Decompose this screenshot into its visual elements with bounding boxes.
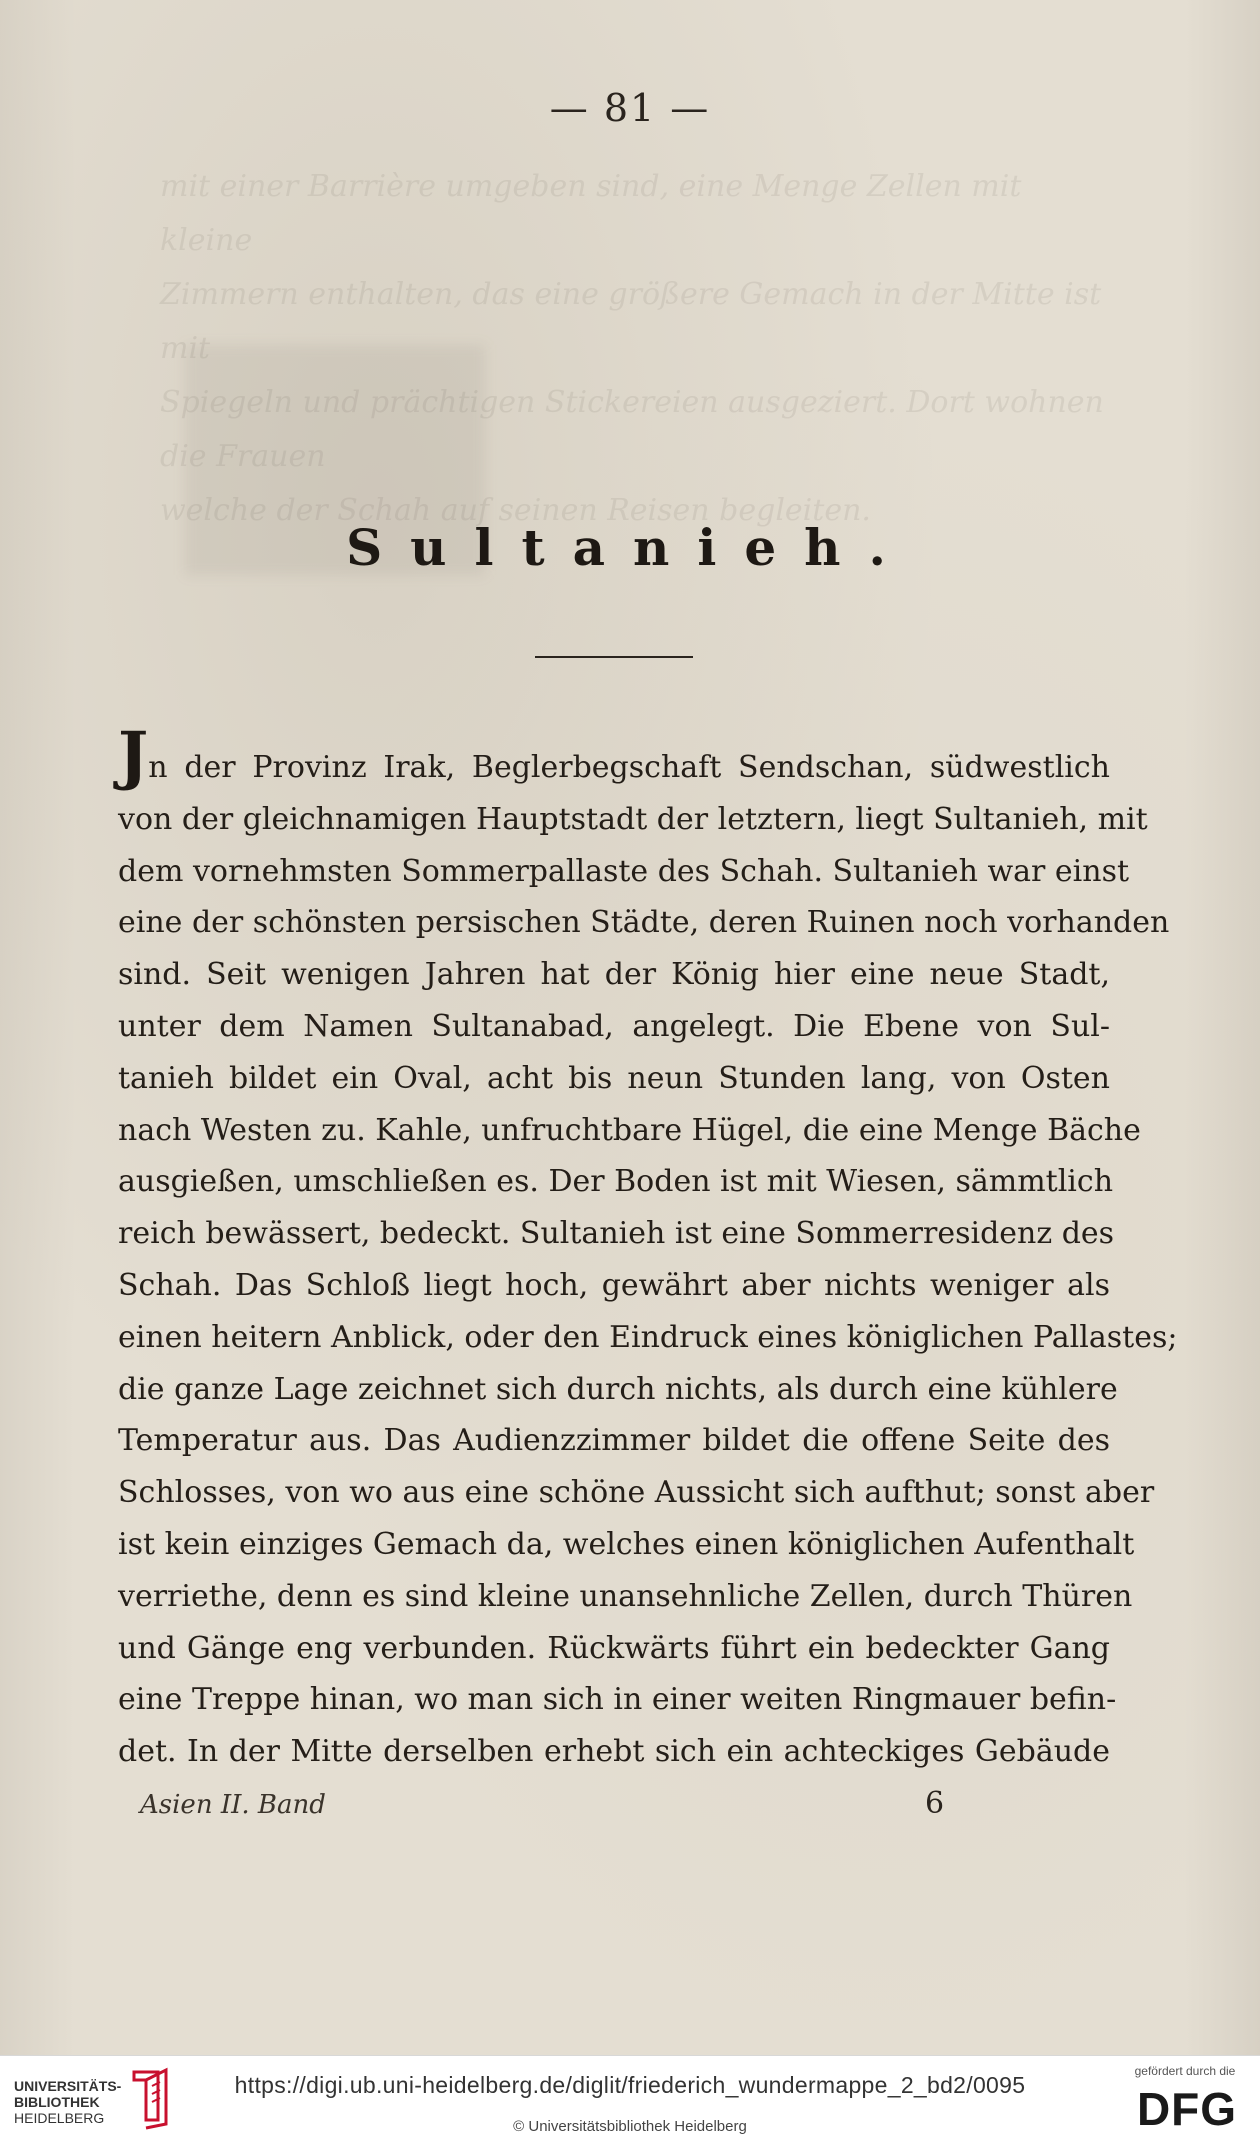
- body-line: ist kein einziges Gemach da, welches einen königlichen Aufenthalt: [118, 1526, 1135, 1562]
- body-line: Schlosses, von wo aus eine schöne Aussicht sich aufthut; sonst aber: [118, 1475, 1155, 1511]
- body-line-0-text: n der Provinz Irak, Beglerbegschaft Sendschan, südwestlich: [148, 750, 1110, 785]
- body-line: ausgießen, umschließen es. Der Boden ist mit Wiesen, sämmtlich: [118, 1164, 1114, 1200]
- body-line: von der gleichnamigen Hauptstadt der letztern, liegt Sultanieh, mit: [118, 801, 1148, 837]
- body-line: unter dem Namen Sultanabad, angelegt. Die Ebene von Sul-: [118, 1008, 1110, 1044]
- page-number: — 81 —: [549, 86, 711, 130]
- logo-line-2: BIBLIOTHEK: [14, 2094, 100, 2110]
- signature-mark: Asien II. Band: [140, 1790, 326, 1820]
- body-line: Temperatur aus. Das Audienzzimmer bildet die offene Seite des: [118, 1423, 1110, 1459]
- dfg-logo[interactable]: DFG: [1136, 2083, 1238, 2135]
- body-line: nach Westen zu. Kahle, unfruchtbare Hügel, die eine Menge Bäche: [118, 1112, 1141, 1148]
- body-line: einen heitern Anblick, oder den Eindruck eines königlichen Pallastes;: [118, 1319, 1178, 1355]
- title-divider: [535, 656, 693, 658]
- sponsor-label: gefördert durch die: [1134, 2064, 1236, 2078]
- body-line: verriethe, denn es sind kleine unansehnliche Zellen, durch Thüren: [118, 1578, 1133, 1614]
- body-line: tanieh bildet ein Oval, acht bis neun Stunden lang, von Osten: [118, 1060, 1110, 1096]
- body-line: dem vornehmsten Sommerpallaste des Schah. Sultanieh war einst: [118, 853, 1130, 889]
- body-line: eine der schönsten persischen Städte, deren Ruinen noch vorhanden: [118, 905, 1170, 941]
- logo-line-1: UNIVERSITÄTS-: [14, 2078, 122, 2094]
- body-line: sind. Seit wenigen Jahren hat der König hier eine neue Stadt,: [118, 957, 1110, 993]
- body-line: die ganze Lage zeichnet sich durch nichts, als durch eine kühlere: [118, 1371, 1118, 1407]
- drop-cap: J: [118, 718, 149, 793]
- chapter-title: Sultanieh.: [346, 518, 914, 577]
- body-text: [118, 718, 1178, 1778]
- body-line: Schah. Das Schloß liegt hoch, gewährt aber nichts weniger als: [118, 1267, 1110, 1303]
- bleed-through-text: mit einer Barrière umgeben sind, eine Menge Zellen mit kleine Zimmern enthalten, das eine größere Gemach in der Mitte ist mit Spiegeln und prächtigen Stickereien ausgeziert. Dort wohnen die Frauen welche der Schah auf seinen Reisen begleiten.: [160, 169, 1104, 528]
- signature-number: 6: [925, 1786, 945, 1821]
- body-line: reich bewässert, bedeckt. Sultanieh ist eine Sommerresidenz des: [118, 1216, 1115, 1252]
- logo-line-3: HEIDELBERG: [14, 2110, 105, 2126]
- copyright-notice: © Universitätsbibliothek Heidelberg: [513, 2118, 747, 2135]
- permalink-url[interactable]: https://digi.ub.uni-heidelberg.de/diglit/friederich_wundermappe_2_bd2/0095: [234, 2072, 1026, 2098]
- body-line: eine Treppe hinan, wo man sich in einer weiten Ringmauer befin-: [118, 1682, 1117, 1718]
- body-line: und Gänge eng verbunden. Rückwärts führt ein bedeckter Gang: [118, 1630, 1110, 1666]
- body-line-0: [118, 718, 1110, 794]
- body-line: det. In der Mitte derselben erhebt sich ein achteckiges Gebäude: [118, 1734, 1110, 1770]
